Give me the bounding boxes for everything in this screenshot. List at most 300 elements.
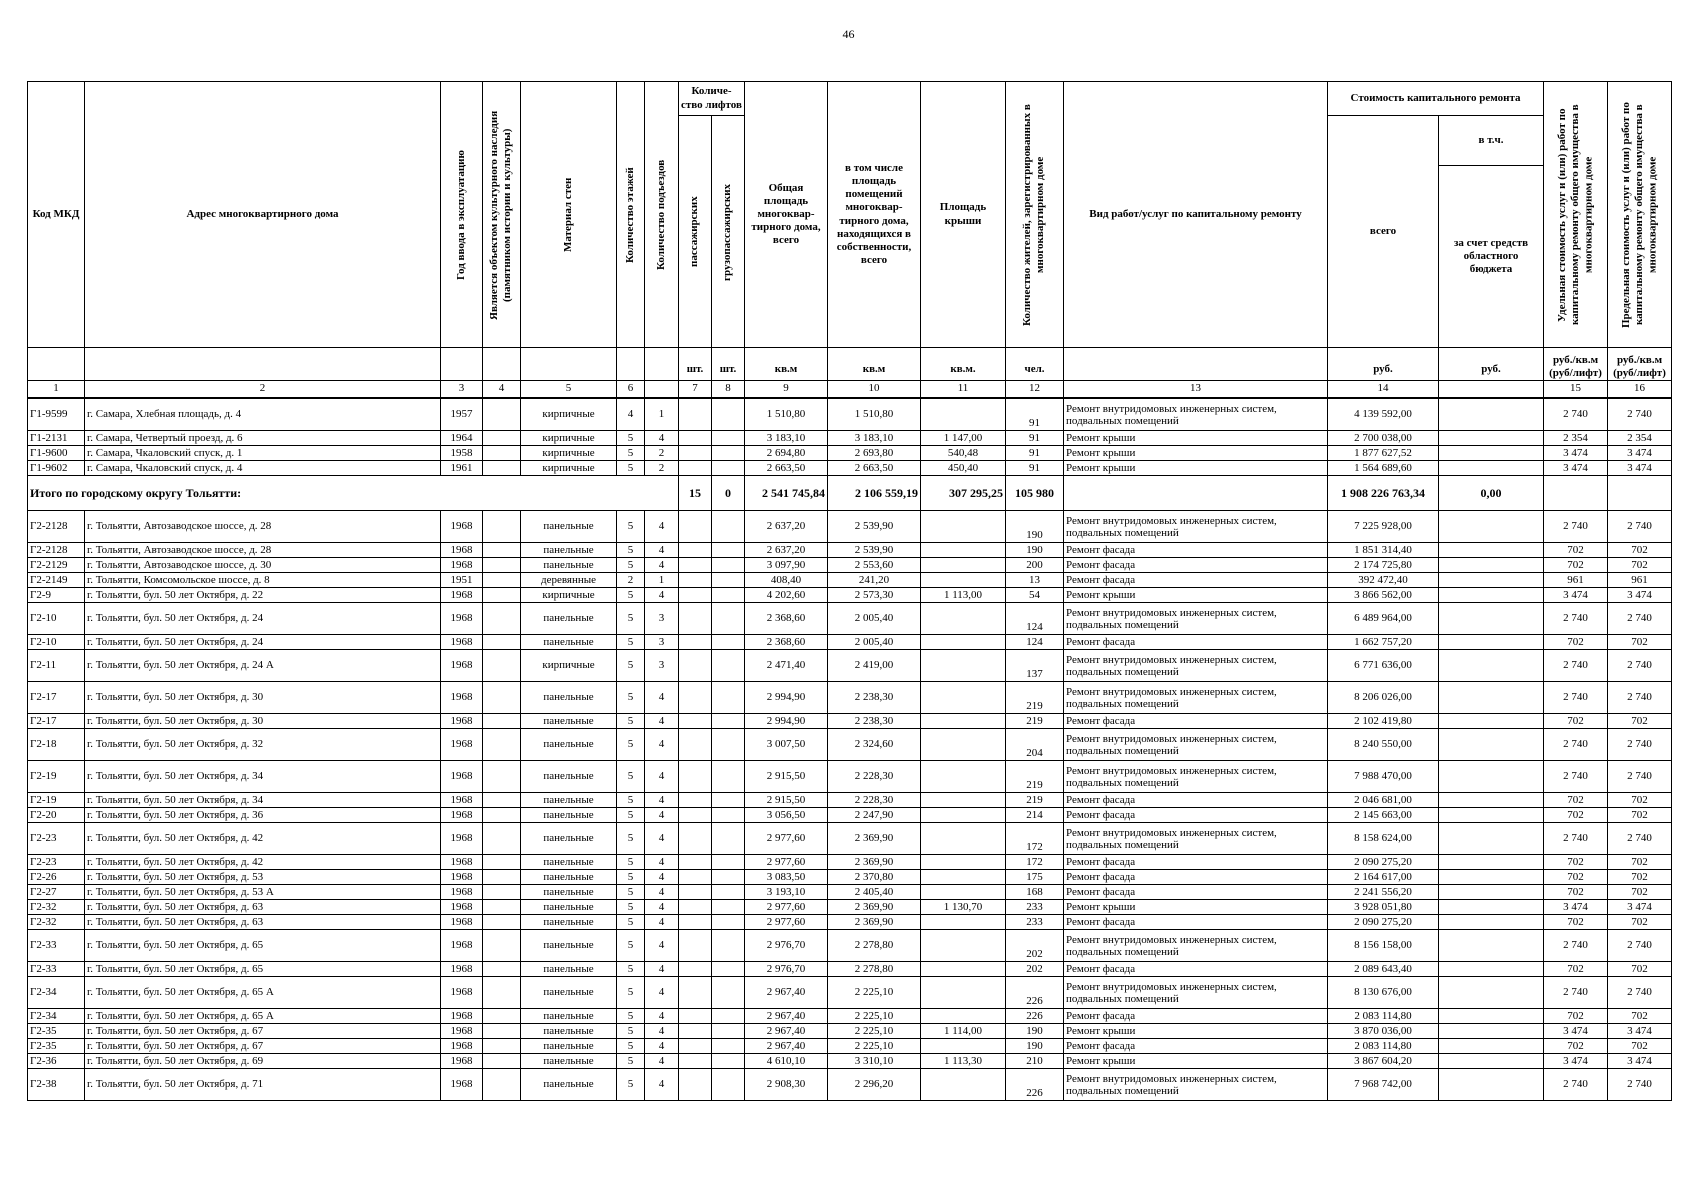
- unit-cost: 2 740: [1544, 1069, 1608, 1101]
- total-area: 2 976,70: [745, 962, 828, 977]
- lifts-cargo-cell: [712, 431, 745, 446]
- work-type: Ремонт фасада: [1064, 558, 1328, 573]
- table-row: [28, 977, 1672, 1009]
- house-address: г. Тольятти, Комсомольское шоссе, д. 8: [85, 573, 441, 588]
- total-area: 3 183,10: [745, 431, 828, 446]
- roof-area: [921, 930, 1006, 962]
- heritage-cell: [483, 855, 521, 870]
- regional-cost-cell: [1439, 635, 1544, 650]
- floors-count: 5: [617, 761, 645, 793]
- house-address: г. Тольятти, бул. 50 лет Октября, д. 42: [85, 823, 441, 855]
- header-cost-regional: за счет средств областного бюджета: [1439, 166, 1544, 348]
- column-number: 7: [679, 381, 712, 399]
- total-area: 2 368,60: [745, 635, 828, 650]
- residents-count: 202: [1006, 962, 1064, 977]
- entrances-count: 4: [645, 714, 679, 729]
- wall-material: панельные: [521, 682, 617, 714]
- heritage-cell: [483, 870, 521, 885]
- total-area: 2 915,50: [745, 793, 828, 808]
- owned-area: 2 419,00: [828, 650, 921, 682]
- unit-rub: руб.: [1439, 348, 1544, 381]
- repair-cost: 2 145 663,00: [1328, 808, 1439, 823]
- commission-year: 1968: [441, 930, 483, 962]
- owned-area: 2 370,80: [828, 870, 921, 885]
- heritage-cell: [483, 823, 521, 855]
- roof-area: 1 114,00: [921, 1024, 1006, 1039]
- max-cost: 3 474: [1608, 446, 1672, 461]
- residents-count: 202: [1006, 930, 1064, 962]
- unit-cost: 702: [1544, 962, 1608, 977]
- roof-area: 1 130,70: [921, 900, 1006, 915]
- table-row: [28, 808, 1672, 823]
- work-type: Ремонт фасада: [1064, 870, 1328, 885]
- unit-cost: 702: [1544, 1009, 1608, 1024]
- entrances-count: 4: [645, 431, 679, 446]
- wall-material: панельные: [521, 543, 617, 558]
- lifts-cargo-cell: [712, 870, 745, 885]
- floors-count: 5: [617, 1054, 645, 1069]
- regional-cost-cell: [1439, 573, 1544, 588]
- header-floors: Количество этажей: [623, 166, 636, 263]
- lifts-cargo-cell: [712, 900, 745, 915]
- house-code: Г2-10: [28, 635, 85, 650]
- heritage-cell: [483, 431, 521, 446]
- owned-area: 2 238,30: [828, 682, 921, 714]
- floors-count: 5: [617, 1024, 645, 1039]
- unit-cost: 3 474: [1544, 900, 1608, 915]
- house-address: г. Тольятти, бул. 50 лет Октября, д. 65: [85, 962, 441, 977]
- owned-area: 2 225,10: [828, 1024, 921, 1039]
- residents-count: 214: [1006, 808, 1064, 823]
- roof-area: [921, 962, 1006, 977]
- unit-cost: 2 740: [1544, 682, 1608, 714]
- wall-material: панельные: [521, 558, 617, 573]
- heritage-cell: [483, 1054, 521, 1069]
- lifts-cargo-cell: [712, 558, 745, 573]
- work-type: Ремонт фасада: [1064, 543, 1328, 558]
- floors-count: 5: [617, 870, 645, 885]
- owned-area: 2 369,90: [828, 823, 921, 855]
- column-number: 14: [1328, 381, 1439, 399]
- wall-material: панельные: [521, 511, 617, 543]
- lifts-cargo-cell: [712, 1054, 745, 1069]
- max-cost: 702: [1608, 808, 1672, 823]
- owned-area: 2 228,30: [828, 793, 921, 808]
- column-number: 9: [745, 381, 828, 399]
- entrances-count: 4: [645, 558, 679, 573]
- table-row: [28, 446, 1672, 461]
- table-row: [28, 461, 1672, 476]
- house-code: Г2-11: [28, 650, 85, 682]
- column-number: 12: [1006, 381, 1064, 399]
- lifts-cargo-cell: [712, 930, 745, 962]
- owned-area: 2 296,20: [828, 1069, 921, 1101]
- wall-material: панельные: [521, 930, 617, 962]
- max-cost: 702: [1608, 543, 1672, 558]
- lifts-pass-cell: [679, 761, 712, 793]
- house-code: Г2-35: [28, 1039, 85, 1054]
- wall-material: панельные: [521, 977, 617, 1009]
- wall-material: деревянные: [521, 573, 617, 588]
- unit-cost: 2 740: [1544, 977, 1608, 1009]
- column-number: 5: [521, 381, 617, 399]
- table-row: [28, 543, 1672, 558]
- lifts-pass-cell: [679, 398, 712, 431]
- repair-cost: 392 472,40: [1328, 573, 1439, 588]
- floors-count: 5: [617, 603, 645, 635]
- roof-area: [921, 915, 1006, 930]
- total-area: 2 994,90: [745, 682, 828, 714]
- regional-cost-cell: [1439, 977, 1544, 1009]
- heritage-cell: [483, 714, 521, 729]
- capital-repair-table: [27, 81, 1672, 1101]
- work-type: Ремонт внутридомовых инженерных систем, подвальных помещений: [1064, 1069, 1328, 1101]
- house-code: Г2-32: [28, 900, 85, 915]
- table-row: [28, 558, 1672, 573]
- wall-material: панельные: [521, 635, 617, 650]
- roof-area: 450,40: [921, 461, 1006, 476]
- unit-cost: 702: [1544, 714, 1608, 729]
- total-area: 2 967,40: [745, 1039, 828, 1054]
- column-number: 6: [617, 381, 645, 399]
- entrances-count: 4: [645, 1054, 679, 1069]
- house-address: г. Тольятти, Автозаводское шоссе, д. 30: [85, 558, 441, 573]
- lifts-cargo-cell: [712, 823, 745, 855]
- house-code: Г2-2128: [28, 543, 85, 558]
- residents-count: 204: [1006, 729, 1064, 761]
- total-area: 3 007,50: [745, 729, 828, 761]
- owned-area: 2 278,80: [828, 962, 921, 977]
- lifts-cargo-cell: [712, 915, 745, 930]
- total-owned-area: 2 106 559,19: [828, 476, 921, 511]
- residents-count: 124: [1006, 635, 1064, 650]
- heritage-cell: [483, 729, 521, 761]
- work-type: Ремонт крыши: [1064, 1054, 1328, 1069]
- total-area: 2 977,60: [745, 900, 828, 915]
- max-cost: 2 740: [1608, 511, 1672, 543]
- roof-area: [921, 1039, 1006, 1054]
- residents-count: 233: [1006, 900, 1064, 915]
- house-code: Г2-18: [28, 729, 85, 761]
- column-number: [1439, 381, 1544, 399]
- house-address: г. Тольятти, бул. 50 лет Октября, д. 22: [85, 588, 441, 603]
- owned-area: 2 225,10: [828, 977, 921, 1009]
- work-type: Ремонт фасада: [1064, 635, 1328, 650]
- header-roof-area: Площадь крыши: [921, 82, 1006, 348]
- lifts-pass-cell: [679, 446, 712, 461]
- table-row: [28, 714, 1672, 729]
- house-code: Г2-17: [28, 682, 85, 714]
- unit-rub: руб.: [1328, 348, 1439, 381]
- unit-pcs: шт.: [679, 348, 712, 381]
- repair-cost: 8 130 676,00: [1328, 977, 1439, 1009]
- total-lifts-pass: 15: [679, 476, 712, 511]
- header-code: Код МКД: [28, 82, 85, 348]
- roof-area: 1 113,00: [921, 588, 1006, 603]
- house-code: Г2-10: [28, 603, 85, 635]
- roof-area: [921, 1069, 1006, 1101]
- max-cost: 702: [1608, 915, 1672, 930]
- header-residents: Количество жителей, зарегистрированных в многоквартирном доме: [1021, 103, 1047, 326]
- table-row: [28, 930, 1672, 962]
- house-address: г. Тольятти, бул. 50 лет Октября, д. 30: [85, 714, 441, 729]
- max-cost: 702: [1608, 793, 1672, 808]
- house-address: г. Тольятти, бул. 50 лет Октября, д. 36: [85, 808, 441, 823]
- repair-cost: 2 174 725,80: [1328, 558, 1439, 573]
- commission-year: 1968: [441, 558, 483, 573]
- table-row: [28, 431, 1672, 446]
- unit-cost: 2 354: [1544, 431, 1608, 446]
- commission-year: 1968: [441, 870, 483, 885]
- total-area: 3 097,90: [745, 558, 828, 573]
- lifts-pass-cell: [679, 1024, 712, 1039]
- owned-area: 2 539,90: [828, 511, 921, 543]
- column-number: 8: [712, 381, 745, 399]
- regional-cost-cell: [1439, 915, 1544, 930]
- wall-material: панельные: [521, 1039, 617, 1054]
- regional-cost-cell: [1439, 682, 1544, 714]
- commission-year: 1968: [441, 1009, 483, 1024]
- repair-cost: 2 083 114,80: [1328, 1039, 1439, 1054]
- regional-cost-cell: [1439, 855, 1544, 870]
- unit-cost: 702: [1544, 543, 1608, 558]
- repair-cost: 3 867 604,20: [1328, 1054, 1439, 1069]
- commission-year: 1951: [441, 573, 483, 588]
- repair-cost: 1 851 314,40: [1328, 543, 1439, 558]
- header-work: Вид работ/услуг по капитальному ремонту: [1064, 82, 1328, 348]
- roof-area: [921, 885, 1006, 900]
- commission-year: 1968: [441, 543, 483, 558]
- work-type: Ремонт крыши: [1064, 446, 1328, 461]
- entrances-count: 4: [645, 962, 679, 977]
- repair-cost: 2 046 681,00: [1328, 793, 1439, 808]
- residents-count: 91: [1006, 461, 1064, 476]
- unit-sqm: кв.м: [828, 348, 921, 381]
- house-address: г. Тольятти, Автозаводское шоссе, д. 28: [85, 543, 441, 558]
- lifts-pass-cell: [679, 431, 712, 446]
- house-address: г. Тольятти, бул. 50 лет Октября, д. 65 А: [85, 1009, 441, 1024]
- wall-material: панельные: [521, 1009, 617, 1024]
- house-code: Г2-26: [28, 870, 85, 885]
- total-row: [28, 476, 1672, 511]
- regional-cost-cell: [1439, 446, 1544, 461]
- repair-cost: 2 090 275,20: [1328, 915, 1439, 930]
- column-number: 3: [441, 381, 483, 399]
- header-address: Адрес многоквартирного дома: [85, 82, 441, 348]
- house-code: Г2-9: [28, 588, 85, 603]
- lifts-pass-cell: [679, 1009, 712, 1024]
- wall-material: панельные: [521, 885, 617, 900]
- roof-area: 540,48: [921, 446, 1006, 461]
- repair-cost: 2 090 275,20: [1328, 855, 1439, 870]
- repair-cost: 1 564 689,60: [1328, 461, 1439, 476]
- work-type: Ремонт внутридомовых инженерных систем, подвальных помещений: [1064, 729, 1328, 761]
- max-cost: 702: [1608, 1039, 1672, 1054]
- roof-area: [921, 543, 1006, 558]
- column-number: 11: [921, 381, 1006, 399]
- floors-count: 5: [617, 855, 645, 870]
- max-cost: 702: [1608, 558, 1672, 573]
- max-cost: 2 740: [1608, 761, 1672, 793]
- entrances-count: 3: [645, 603, 679, 635]
- unit-cost: 2 740: [1544, 511, 1608, 543]
- unit-cost: 2 740: [1544, 650, 1608, 682]
- work-type: Ремонт внутридомовых инженерных систем, подвальных помещений: [1064, 650, 1328, 682]
- wall-material: кирпичные: [521, 446, 617, 461]
- house-code: Г2-32: [28, 915, 85, 930]
- total-area: 3 083,50: [745, 870, 828, 885]
- regional-cost-cell: [1439, 793, 1544, 808]
- lifts-pass-cell: [679, 573, 712, 588]
- empty-cell: [1544, 476, 1608, 511]
- floors-count: 5: [617, 543, 645, 558]
- total-regional: 0,00: [1439, 476, 1544, 511]
- house-code: Г2-19: [28, 761, 85, 793]
- column-number: 16: [1608, 381, 1672, 399]
- wall-material: панельные: [521, 870, 617, 885]
- max-cost: 2 354: [1608, 431, 1672, 446]
- lifts-cargo-cell: [712, 588, 745, 603]
- owned-area: 2 324,60: [828, 729, 921, 761]
- regional-cost-cell: [1439, 1009, 1544, 1024]
- lifts-cargo-cell: [712, 543, 745, 558]
- work-type: Ремонт внутридомовых инженерных систем, подвальных помещений: [1064, 603, 1328, 635]
- owned-area: 2 369,90: [828, 855, 921, 870]
- house-address: г. Самара, Чкаловский спуск, д. 1: [85, 446, 441, 461]
- owned-area: 2 005,40: [828, 603, 921, 635]
- lifts-pass-cell: [679, 511, 712, 543]
- lifts-cargo-cell: [712, 808, 745, 823]
- unit-pcs: шт.: [712, 348, 745, 381]
- heritage-cell: [483, 603, 521, 635]
- residents-count: 226: [1006, 1069, 1064, 1101]
- total-area: 2 976,70: [745, 930, 828, 962]
- entrances-count: 4: [645, 543, 679, 558]
- regional-cost-cell: [1439, 588, 1544, 603]
- commission-year: 1968: [441, 682, 483, 714]
- header-max-cost: Предельная стоимость услуг и (или) работ по капитальному ремонту общего имущества в многоквартирном доме: [1619, 101, 1659, 328]
- floors-count: 5: [617, 1069, 645, 1101]
- heritage-cell: [483, 930, 521, 962]
- heritage-cell: [483, 446, 521, 461]
- work-type: Ремонт внутридомовых инженерных систем, подвальных помещений: [1064, 977, 1328, 1009]
- work-type: Ремонт фасада: [1064, 808, 1328, 823]
- lifts-pass-cell: [679, 588, 712, 603]
- lifts-pass-cell: [679, 977, 712, 1009]
- roof-area: [921, 573, 1006, 588]
- house-code: Г2-20: [28, 808, 85, 823]
- repair-cost: 3 866 562,00: [1328, 588, 1439, 603]
- commission-year: 1968: [441, 915, 483, 930]
- residents-count: 168: [1006, 885, 1064, 900]
- house-address: г. Тольятти, бул. 50 лет Октября, д. 53: [85, 870, 441, 885]
- work-type: Ремонт фасада: [1064, 573, 1328, 588]
- owned-area: 2 225,10: [828, 1009, 921, 1024]
- regional-cost-cell: [1439, 1039, 1544, 1054]
- house-address: г. Тольятти, бул. 50 лет Октября, д. 30: [85, 682, 441, 714]
- lifts-pass-cell: [679, 870, 712, 885]
- lifts-cargo-cell: [712, 603, 745, 635]
- commission-year: 1968: [441, 650, 483, 682]
- header-year: Год ввода в эксплуатацию: [454, 149, 467, 280]
- wall-material: панельные: [521, 1054, 617, 1069]
- entrances-count: 4: [645, 808, 679, 823]
- unit-people: чел.: [1006, 348, 1064, 381]
- lifts-pass-cell: [679, 650, 712, 682]
- residents-count: 190: [1006, 1024, 1064, 1039]
- lifts-pass-cell: [679, 900, 712, 915]
- entrances-count: 4: [645, 682, 679, 714]
- work-type: Ремонт крыши: [1064, 461, 1328, 476]
- house-address: г. Тольятти, бул. 50 лет Октября, д. 71: [85, 1069, 441, 1101]
- lifts-cargo-cell: [712, 461, 745, 476]
- commission-year: 1968: [441, 588, 483, 603]
- work-type: Ремонт фасада: [1064, 1039, 1328, 1054]
- entrances-count: 4: [645, 870, 679, 885]
- repair-cost: 6 489 964,00: [1328, 603, 1439, 635]
- commission-year: 1957: [441, 398, 483, 431]
- wall-material: кирпичные: [521, 398, 617, 431]
- total-area: 2 977,60: [745, 915, 828, 930]
- unit-cost: 2 740: [1544, 823, 1608, 855]
- lifts-pass-cell: [679, 808, 712, 823]
- table-row: [28, 635, 1672, 650]
- work-type: Ремонт фасада: [1064, 962, 1328, 977]
- heritage-cell: [483, 398, 521, 431]
- max-cost: 702: [1608, 855, 1672, 870]
- residents-count: 54: [1006, 588, 1064, 603]
- entrances-count: 4: [645, 885, 679, 900]
- max-cost: 2 740: [1608, 1069, 1672, 1101]
- residents-count: 124: [1006, 603, 1064, 635]
- total-area: 2 967,40: [745, 1009, 828, 1024]
- table-row: [28, 1024, 1672, 1039]
- unit-cost: 3 474: [1544, 588, 1608, 603]
- unit-cost: 3 474: [1544, 461, 1608, 476]
- table-row: [28, 729, 1672, 761]
- regional-cost-cell: [1439, 461, 1544, 476]
- regional-cost-cell: [1439, 885, 1544, 900]
- work-type: Ремонт фасада: [1064, 793, 1328, 808]
- table-row: [28, 900, 1672, 915]
- house-address: г. Тольятти, бул. 50 лет Октября, д. 63: [85, 915, 441, 930]
- owned-area: 2 539,90: [828, 543, 921, 558]
- total-cost: 1 908 226 763,34: [1328, 476, 1439, 511]
- residents-count: 233: [1006, 915, 1064, 930]
- entrances-count: 4: [645, 588, 679, 603]
- lifts-pass-cell: [679, 461, 712, 476]
- wall-material: панельные: [521, 729, 617, 761]
- entrances-count: 4: [645, 823, 679, 855]
- header-heritage: Является объектом культурного наследия (памятником истории и культуры): [488, 109, 514, 320]
- max-cost: 2 740: [1608, 729, 1672, 761]
- regional-cost-cell: [1439, 962, 1544, 977]
- residents-count: 219: [1006, 714, 1064, 729]
- page-number: 46: [842, 27, 855, 41]
- repair-cost: 2 700 038,00: [1328, 431, 1439, 446]
- commission-year: 1968: [441, 885, 483, 900]
- repair-cost: 3 870 036,00: [1328, 1024, 1439, 1039]
- total-area: 2 368,60: [745, 603, 828, 635]
- heritage-cell: [483, 635, 521, 650]
- regional-cost-cell: [1439, 398, 1544, 431]
- heritage-cell: [483, 543, 521, 558]
- commission-year: 1968: [441, 793, 483, 808]
- wall-material: кирпичные: [521, 588, 617, 603]
- house-address: г. Самара, Чкаловский спуск, д. 4: [85, 461, 441, 476]
- total-area: 2 977,60: [745, 823, 828, 855]
- repair-cost: 8 158 624,00: [1328, 823, 1439, 855]
